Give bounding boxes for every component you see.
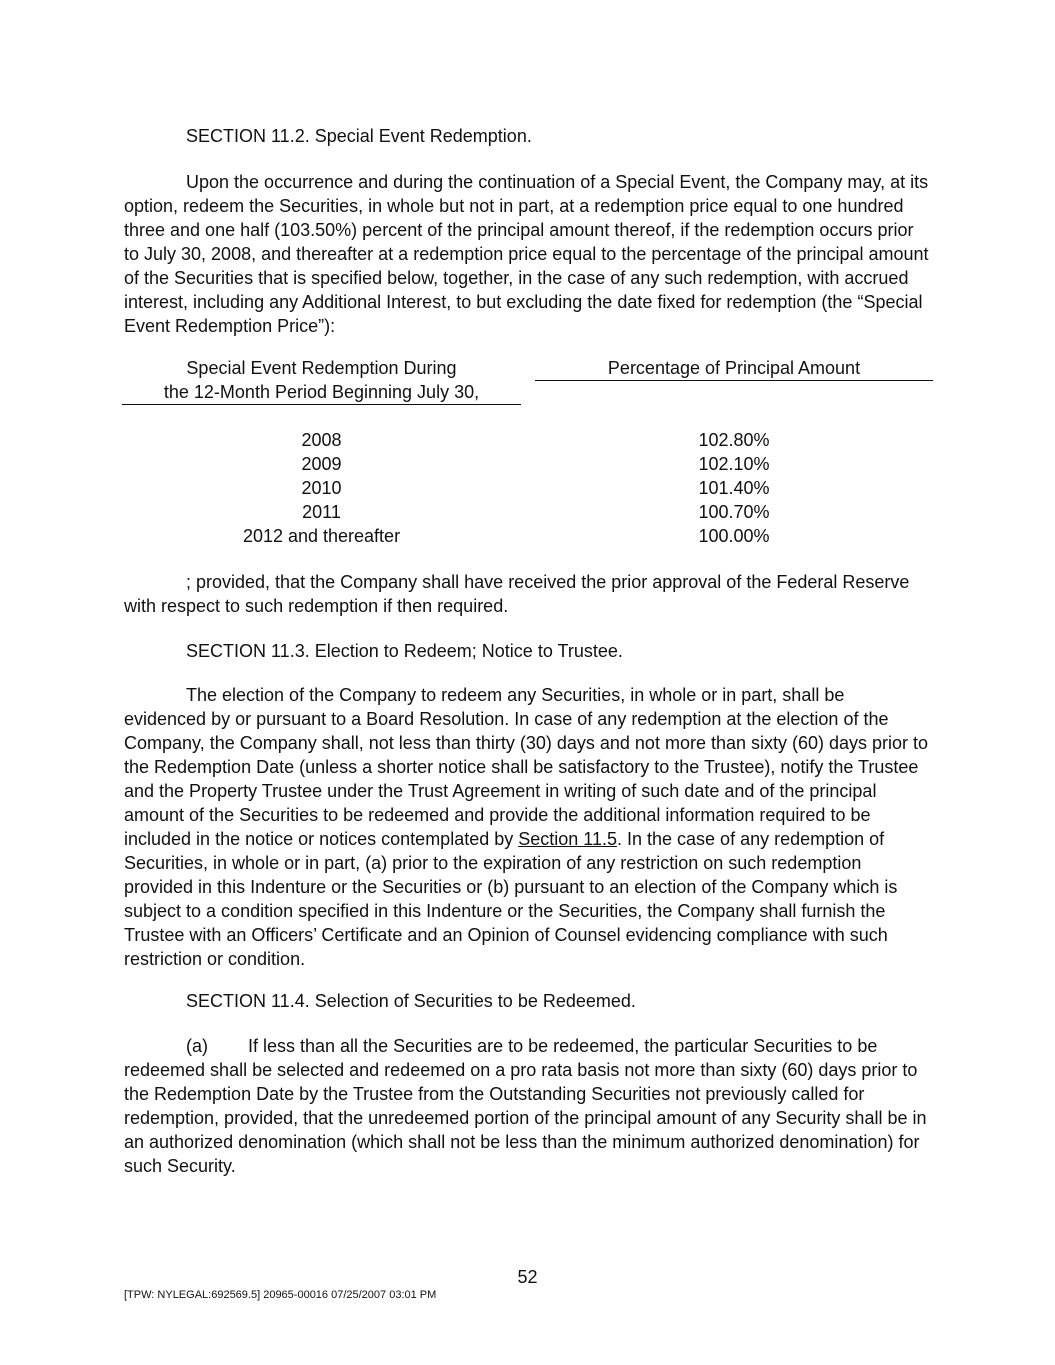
section-11-3-body xyxy=(124,683,930,971)
table-header-period xyxy=(122,356,521,405)
table-header-period-line2: the 12-Month Period Beginning July 30, xyxy=(122,380,521,405)
item-a-body: If less than all the Securities are to be redeemed, the particular Securities to be redeemed shall be selected and redeemed on a pro rata basis not more than sixty (60) days prior to the Redemption Date by the Trustee from the Outstanding Securities not previously called for redemption, provided, that the unredeemed portion of the principal amount of any Security shall be in an authorized denomination (which shall not be less than the minimum authorized denomination) for such Security. xyxy=(124,1036,927,1176)
section-11-3-heading: SECTION 11.3. Election to Redeem; Notice to Trustee. xyxy=(186,641,623,661)
table-header-period-line1: Special Event Redemption During xyxy=(186,358,457,378)
proviso-paragraph: ; provided, that the Company shall have received the prior approval of the Federal Reserve with respect to such redemption if then required. xyxy=(124,572,910,616)
document-footer: [TPW: NYLEGAL:692569.5] 20965-00016 07/25/2007 03:01 PM xyxy=(124,1289,437,1301)
section-11-3-body-part1: The election of the Company to redeem any Securities, in whole or in part, shall be evidenced by or pursuant to a Board Resolution. In case of any redemption at the election of the Company, the Company shall, not less than thirty (30) days and not more than sixty (60) days prior to the Redemption Date (unless a shorter notice shall be satisfactory to the Trustee), notify the Trustee and the Property Trustee under the Trust Agreement in writing of such date and of the principal amount of the Securities to be redeemed and provide the additional information required to be included in the notice or notices contemplated by xyxy=(124,685,929,849)
section-11-5-link[interactable]: Section 11.5 xyxy=(518,829,617,849)
section-11-4-item-a xyxy=(124,1034,930,1178)
section-11-2-body: Upon the occurrence and during the continuation of a Special Event, the Company may, at its option, redeem the Securities, in whole but not in part, at a redemption price equal to one hundred three and one half (103.50%) percent of the principal amount thereof, if the redemption occurs prior to July 30, 2008, and thereafter at a redemption price equal to the percentage of the principal amount of the Securities that is specified below, together, in the case of any such redemption, with accrued interest, including any Additional Interest, to but excluding the date fixed for redemption (the “Special Event Redemption Price”): xyxy=(124,172,929,336)
item-a-label: (a) xyxy=(186,1036,208,1056)
table-cell-percentage: 101.40% xyxy=(698,478,770,498)
table-header-percentage-label: Percentage of Principal Amount xyxy=(535,356,933,381)
table-cell-period: 2008 xyxy=(301,430,342,450)
table-header-percentage xyxy=(535,356,933,381)
table-cell-percentage: 102.10% xyxy=(698,454,770,474)
table-cell-period: 2010 xyxy=(301,478,342,498)
section-11-3-body-part2: . In the case of any redemption of Securities, in whole or in part, (a) prior to the expiration of any restriction on such redemption provided in this Indenture or the Securities or (b) pursuant to an election of the Company which is subject to a condition specified in this Indenture or the Securities, the Company shall furnish the Trustee with an Officers’ Certificate and an Opinion of Counsel evidencing compliance with such restriction or condition. xyxy=(124,829,898,969)
section-11-2-heading: SECTION 11.2. Special Event Redemption. xyxy=(186,126,532,146)
table-cell-percentage: 102.80% xyxy=(698,430,770,450)
table-cell-period: 2012 and thereafter xyxy=(242,526,401,546)
table-cell-period: 2011 xyxy=(302,502,341,522)
section-11-4-heading: SECTION 11.4. Selection of Securities to be Redeemed. xyxy=(186,991,636,1011)
table-cell-percentage: 100.00% xyxy=(698,526,770,546)
page-number: 52 xyxy=(517,1267,538,1287)
table-cell-percentage: 100.70% xyxy=(698,502,770,522)
table-cell-period: 2009 xyxy=(301,454,342,474)
